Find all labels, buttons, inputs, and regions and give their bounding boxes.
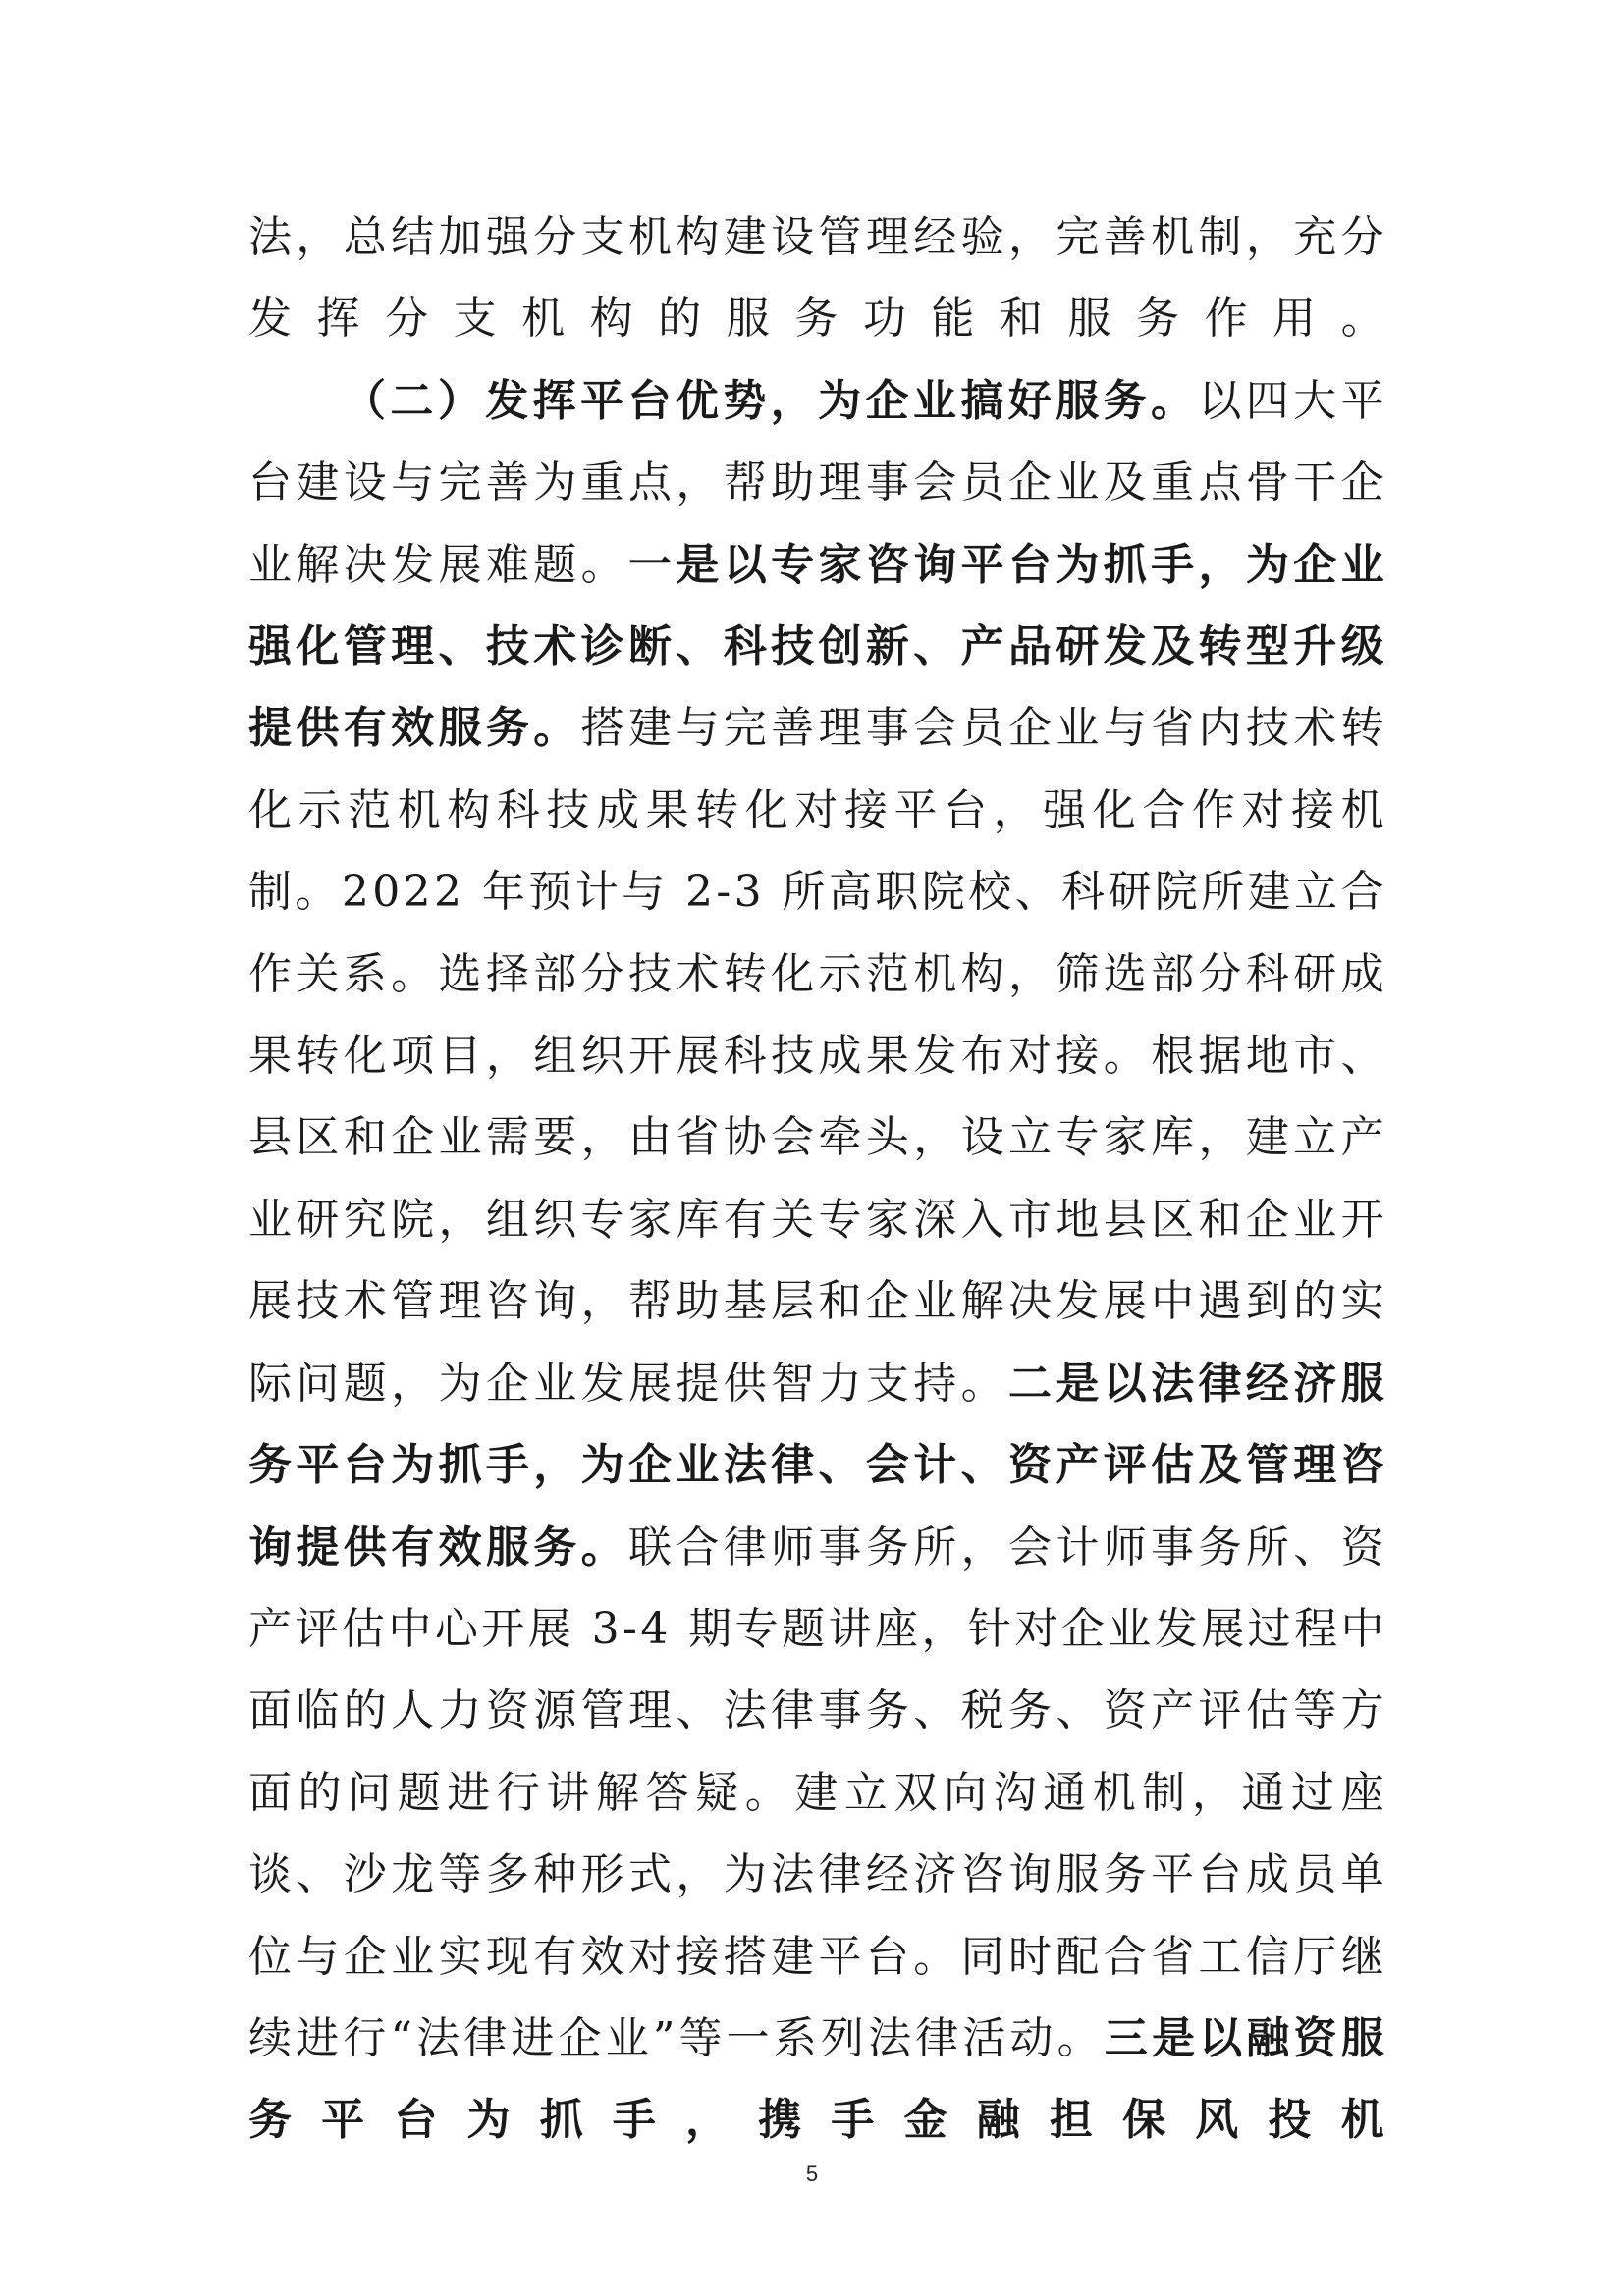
page-number: 5 (805, 2162, 819, 2186)
paragraph-1-text: 法，总结加强分支机构建设管理经验，完善机制，充分发挥分支机构的服务功能和服务作用。 (248, 212, 1387, 345)
paragraph-text: 联合律师事务所，会计师事务所、资产评估中心开展 3-4 期专题讲座，针对企业发展过程中面临的人力资源管理、法律事务、税务、资产评估等方面的问题进行讲解答疑。建立双向沟通机制，通过座谈、沙龙等多种形式，为法律经济咨询服务平台成员单位与企业实现有效对接搭建平台。同时配合省工信厅继续进行“法律进企业”等一系列法律活动。 (248, 1522, 1388, 2063)
emphasis-legal-platform: 二是以法律经济服务平台为抓手，为企业法律、会计、资产评估及管理咨询提供有效服务。 (248, 1358, 1387, 1573)
emphasis-finance-platform: 三是以融资服务平台为抓手，携手金融担保风投机 (248, 2012, 1387, 2146)
paragraph-text: 搭建与完善理事会员企业与省内技术转化示范机构科技成果转化对接平台，强化合作对接机制。2022 年预计与 2-3 所高职院校、科研院所建立合作关系。选择部分技术转化示范机构，筛选部分科研成果转化项目，组织开展科技成果发布对接。根据地市、县区和企业需要，由省协会牵头，设立专家库，建立产业研究院，组织专家库有关专家深入市地县区和企业开展技术管理咨询，帮助基层和企业解决发展中遇到的实际问题，为企业发展提供智力支持。 (248, 703, 1387, 1409)
paragraph-platform-service (248, 360, 1387, 2162)
paragraph-text: 以四大平台建设与完善为重点，帮助理事会员企业及重点骨干企业解决发展难题。 (248, 375, 1387, 590)
body-text (248, 196, 1387, 2162)
emphasis-expert-platform: 一是以专家咨询平台为抓手，为企业强化管理、技术诊断、科技创新、产品研发及转型升级提供有效服务。 (248, 539, 1388, 754)
paragraph-continued (248, 196, 1387, 360)
section-heading: （二）发挥平台优势，为企业搞好服务。 (343, 375, 1199, 426)
